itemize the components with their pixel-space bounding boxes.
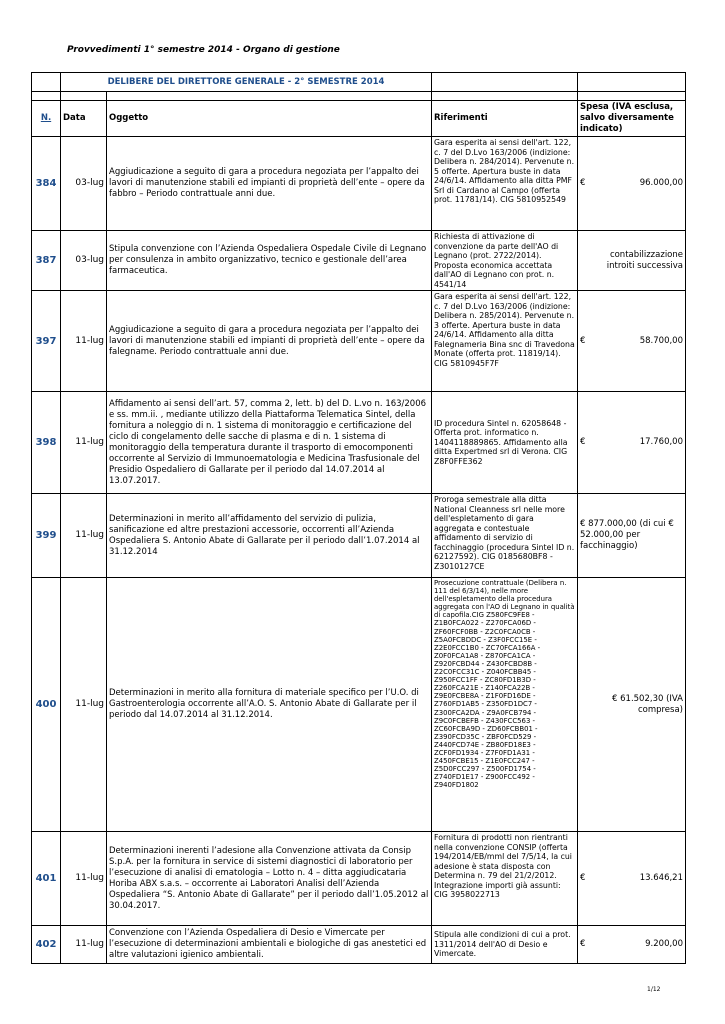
row-subject: Stipula convenzione con l’Azienda Ospedaliera Ospedale Civile di Legnano per consulenza in ambito organizzativo, tecnico e gestionale dell’area farmaceutica. (107, 231, 432, 291)
row-number: 387 (32, 231, 61, 291)
row-amount: € 58.700,00 (578, 291, 686, 392)
row-date: 11-lug (61, 291, 107, 392)
page-number: 1/12 (647, 986, 661, 993)
row-amount: € 13.646,21 (578, 832, 686, 926)
row-number: 400 (32, 578, 61, 832)
row-subject: Determinazioni in merito all’affidamento del servizio di pulizia, sanificazione ed altre prestazioni accessorie, occorrenti all’Azienda Ospedaliera S. Antonio Abate di Gallarate per il periodo dall’1.07.2014 al 31.12.2014 (107, 494, 432, 578)
col-header-num: N. (32, 101, 61, 137)
row-date: 11-lug (61, 392, 107, 494)
row-subject: Determinazioni in merito alla fornitura di materiale specifico per l’U.O. di Gastroenterologia occorrente all’A.O. S. Antonio Abate di Gallarate per il periodo dal 14.07.2014 al 31.12.2014. (107, 578, 432, 832)
row-amount: € 61.502,30 (IVA compresa) (578, 578, 686, 832)
row-date: 03-lug (61, 137, 107, 231)
deliberations-table (31, 72, 686, 964)
table-row (32, 137, 686, 231)
table-row (32, 231, 686, 291)
table-row (32, 494, 686, 578)
row-number: 384 (32, 137, 61, 231)
row-references: Richiesta di attivazione di convenzione da parte dell'AO di Legnano (prot. 2722/2014). Proposta economica accettata dall'AO di Legnano con prot. n. 4541/14 (432, 231, 578, 291)
row-references: Prosecuzione contrattuale (Delibera n. 111 del 6/3/14), nelle more dell'espletamento della procedura aggregata con l'AO di Legnano in qualità di capofila.CIG Z580FC9FE8 - Z1B0FCA022 - Z270FCA06D - ZF60FCF0BB - Z2C0FCA0CB - Z5A0FCBDDC - Z3F0FCC15E - Z2E0FCC1B0 - ZC70FCA166A - Z0F0FCA1A8 - Z870FCA1CA - Z920FCBD44 - Z430FCBD8B - Z2C0FCC31C - Z040FCBB45 - Z950FCC1FF - ZC80FD1B3D - Z260FCA21E - Z140FCA22B - Z9E0FCBE8A - Z1F0FD16DE - Z760FD1AB5 - Z350FD1DC7 - Z300FCA2DA - Z9A0FCB794 - Z9C0FCBEFB - Z430FCC563 - ZC60FCBA9D - ZD60FCBB01 - Z390FCD35C - ZBF0FCD529 - Z440FCD74E - ZB80FD18E3 - ZCF0FD1934 - Z7F0FD1A31 - Z450FCBE15 - Z1E0FCC247 - Z5D0FCC297 - Z500FD1754 - Z740FD1E17 - Z900FCC492 - Z940FD1802 (432, 578, 578, 832)
row-date: 11-lug (61, 494, 107, 578)
row-references: Gara esperita ai sensi dell'art. 122, c. 7 del D.Lvo 163/2006 (indizione: Delibera n. 284/2014). Pervenute n. 5 offerte. Apertura buste in data 24/6/14. Affidamento alla ditta PMF Srl di Cardano al Campo (offerta prot. 11781/14). CIG 5810952549 (432, 137, 578, 231)
row-references: Gara esperita ai sensi dell'art. 122, c. 7 del D.Lvo 163/2006 (indizione: Delibera n. 285/2014). Pervenute n. 3 offerte. Apertura buste in data 24/6/14. Affidamento alla ditta Falegnameria Bina snc di Travedona Monate (offerta prot. 11819/14). CIG 5810945F7F (432, 291, 578, 392)
col-header-data: Data (61, 101, 107, 137)
row-number: 401 (32, 832, 61, 926)
section-title: DELIBERE DEL DIRETTORE GENERALE - 2° SEMESTRE 2014 (61, 73, 432, 92)
row-subject: Aggiudicazione a seguito di gara a procedura negoziata per l’appalto dei lavori di manutenzione stabili ed impianti di proprietà dell’ente – opere da falegname. Periodo contrattuale anni due. (107, 291, 432, 392)
row-date: 11-lug (61, 926, 107, 964)
row-references: Proroga semestrale alla ditta National Cleanness srl nelle more dell'espletamento di gara aggregata e contestuale affidamento di servizio di facchinaggio (procedura Sintel ID n. 62127592). CIG 0185680BF8 - Z3010127CE (432, 494, 578, 578)
row-subject: Convenzione con l’Azienda Ospedaliera di Desio e Vimercate per l’esecuzione di determinazioni ambientali e biologiche di gas anestetici ed altre valutazioni igienico ambientali. (107, 926, 432, 964)
row-subject: Affidamento ai sensi dell’art. 57, comma 2, lett. b) del D. L.vo n. 163/2006 e ss. mm.ii. , mediante utilizzo della Piattaforma Telematica Sintel, della fornitura a noleggio di n. 1 sistema di monitoraggio e certificazione del ciclo di congelamento delle sacche di plasma e di n. 1 sistema di monitoraggio della temperatura durante il trasporto di emocomponenti occorrente al Servizio di Immunoematologia e Medicina Trasfusionale del Presidio Ospedaliero di Gallarate per il periodo dal 14.07.2014 al 13.07.2017. (107, 392, 432, 494)
row-subject: Determinazioni inerenti l’adesione alla Convenzione attivata da Consip S.p.A. per la fornitura in service di sistemi diagnostici di laboratorio per l’esecuzione di analisi di ematologia – Lotto n. 4 – ditta aggiudicataria Horiba ABX s.a.s. – occorrente ai Laboratori Analisi dell’Azienda Ospedaliera “S. Antonio Abate di Gallarate” per il periodo dall’1.05.2012 al 30.04.2017. (107, 832, 432, 926)
row-date: 03-lug (61, 231, 107, 291)
row-references: ID procedura Sintel n. 62058648 - Offerta prot. informatico n. 1404118889865. Affidamento alla ditta Expertmed srl di Verona. CIG Z8F0FFE362 (432, 392, 578, 494)
row-amount: € 96.000,00 (578, 137, 686, 231)
table-row (32, 392, 686, 494)
row-date: 11-lug (61, 832, 107, 926)
table-row (32, 926, 686, 964)
table-row (32, 578, 686, 832)
table-row (32, 291, 686, 392)
row-number: 397 (32, 291, 61, 392)
row-number: 402 (32, 926, 61, 964)
row-amount: contabilizzazione introiti successiva (578, 231, 686, 291)
row-date: 11-lug (61, 578, 107, 832)
col-header-oggetto: Oggetto (107, 101, 432, 137)
row-references: Stipula alle condizioni di cui a prot. 1311/2014 dell'AO di Desio e Vimercate. (432, 926, 578, 964)
row-amount: € 17.760,00 (578, 392, 686, 494)
row-number: 399 (32, 494, 61, 578)
col-header-spesa: Spesa (IVA esclusa, salvo diversamente indicato) (578, 101, 686, 137)
col-header-riferimenti: Riferimenti (432, 101, 578, 137)
page-header: Provvedimenti 1° semestre 2014 - Organo di gestione (67, 45, 340, 55)
row-references: Fornitura di prodotti non rientranti nella convenzione CONSIP (offerta 194/2014/EB/mml del 7/5/14, la cui adesione è stata disposta con Determina n. 79 del 21/2/2012. Integrazione importi già assunti: CIG 3958022713 (432, 832, 578, 926)
row-amount: € 9.200,00 (578, 926, 686, 964)
row-number: 398 (32, 392, 61, 494)
row-amount: € 877.000,00 (di cui € 52.000,00 per facchinaggio) (578, 494, 686, 578)
table-row (32, 832, 686, 926)
row-subject: Aggiudicazione a seguito di gara a procedura negoziata per l’appalto dei lavori di manutenzione stabili ed impianti di proprietà dell’ente – opere da fabbro – Periodo contrattuale anni due. (107, 137, 432, 231)
